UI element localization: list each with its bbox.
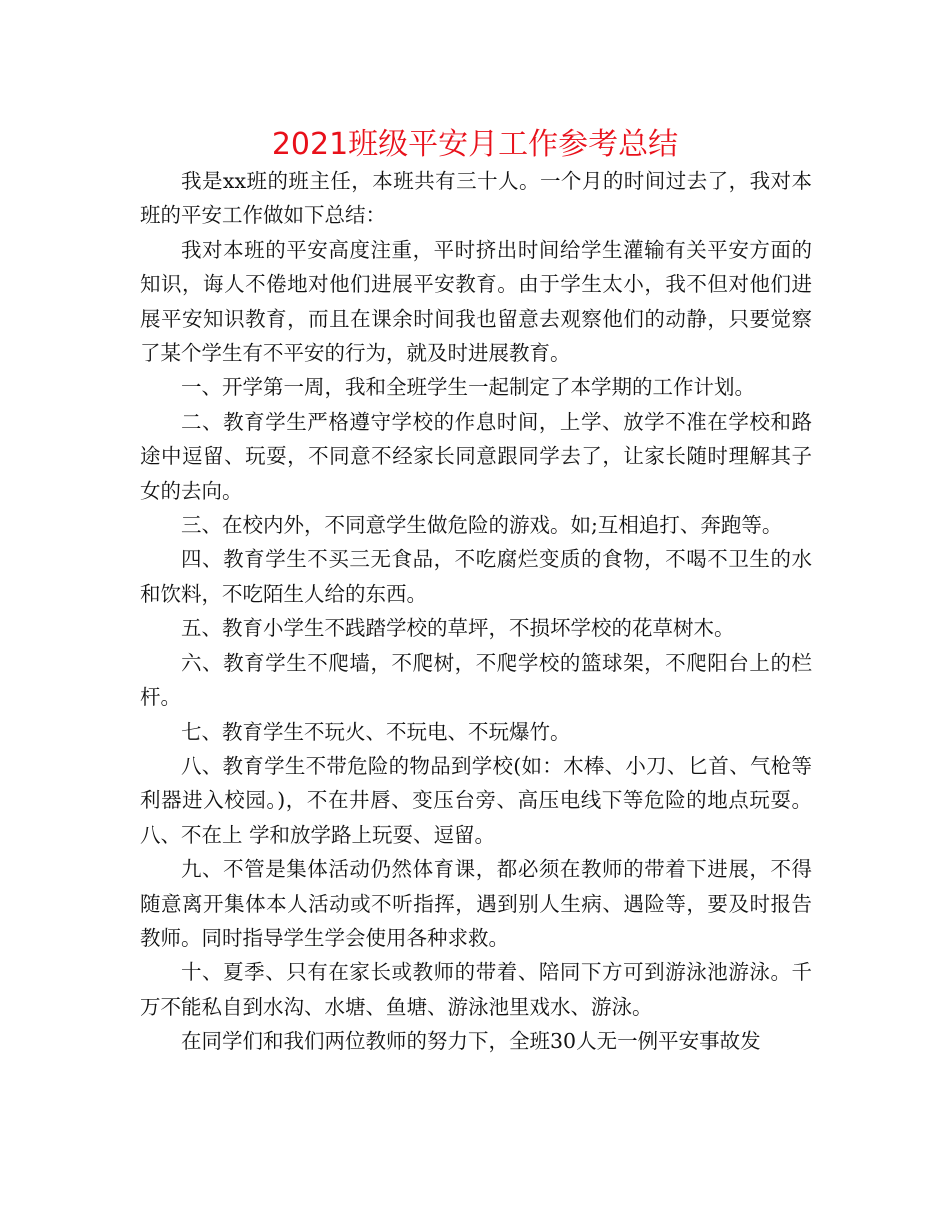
paragraph-item-1: 一、开学第一周，我和全班学生一起制定了本学期的工作计划。 [181, 375, 755, 400]
document-body [140, 164, 812, 1059]
paragraph-item-6: 六、教育学生不爬墙，不爬树，不爬学校的篮球架，不爬阳台上的栏杆。 [140, 650, 812, 710]
paragraph-item-8: 八、教育学生不带危险的物品到学校(如：木棒、小刀、匕首、气枪等利器进入校园。)，不在井唇、变压台旁、高压电线下等危险的地点玩耍。八、不在上 学和放学路上玩耍、逗留。 [140, 753, 812, 847]
paragraph-item-9: 九、不管是集体活动仍然体育课，都必须在教师的带着下进展，不得随意离开集体本人活动或不听指挥，遇到别人生病、遇险等，要及时报告教师。同时指导学生学会使用各种求救。 [140, 857, 812, 950]
paragraph-conclusion: 在同学们和我们两位教师的努力下，全班30人无一例平安事故发 [181, 1029, 761, 1054]
paragraph-item-5: 五、教育小学生不践踏学校的草坪，不损坏学校的花草树木。 [181, 616, 735, 641]
document-title: 2021班级平安月工作参考总结 [271, 127, 679, 162]
paragraph-item-3: 三、在校内外，不同意学生做危险的游戏。如;互相追打、奔跑等。 [181, 513, 783, 538]
paragraph-overview: 我对本班的平安高度注重，平时挤出时间给学生灌输有关平安方面的知识，诲人不倦地对他们进展平安教育。由于学生太小，我不但对他们进展平安知识教育，而且在课余时间我也留意去观察他们的动静，只要觉察了某个学生有不平安的行为，就及时进展教育。 [140, 237, 812, 366]
paragraph-intro: 我是xx班的班主任，本班共有三十人。一个月的时间过去了，我对本班的平安工作做如下总结： [140, 169, 812, 228]
paragraph-item-2: 二、教育学生严格遵守学校的作息时间，上学、放学不准在学校和路途中逗留、玩耍，不同意不经家长同意跟同学去了，让家长随时理解其子女的去向。 [140, 409, 812, 503]
paragraph-item-10: 十、夏季、只有在家长或教师的带着、陪同下方可到游泳池游泳。千万不能私自到水沟、水塘、鱼塘、游泳池里戏水、游泳。 [140, 960, 812, 1019]
paragraph-item-7: 七、教育学生不玩火、不玩电、不玩爆竹。 [181, 719, 571, 744]
paragraph-item-4: 四、教育学生不买三无食品，不吃腐烂变质的食物，不喝不卫生的水和饮料，不吃陌生人给的东西。 [140, 547, 812, 606]
